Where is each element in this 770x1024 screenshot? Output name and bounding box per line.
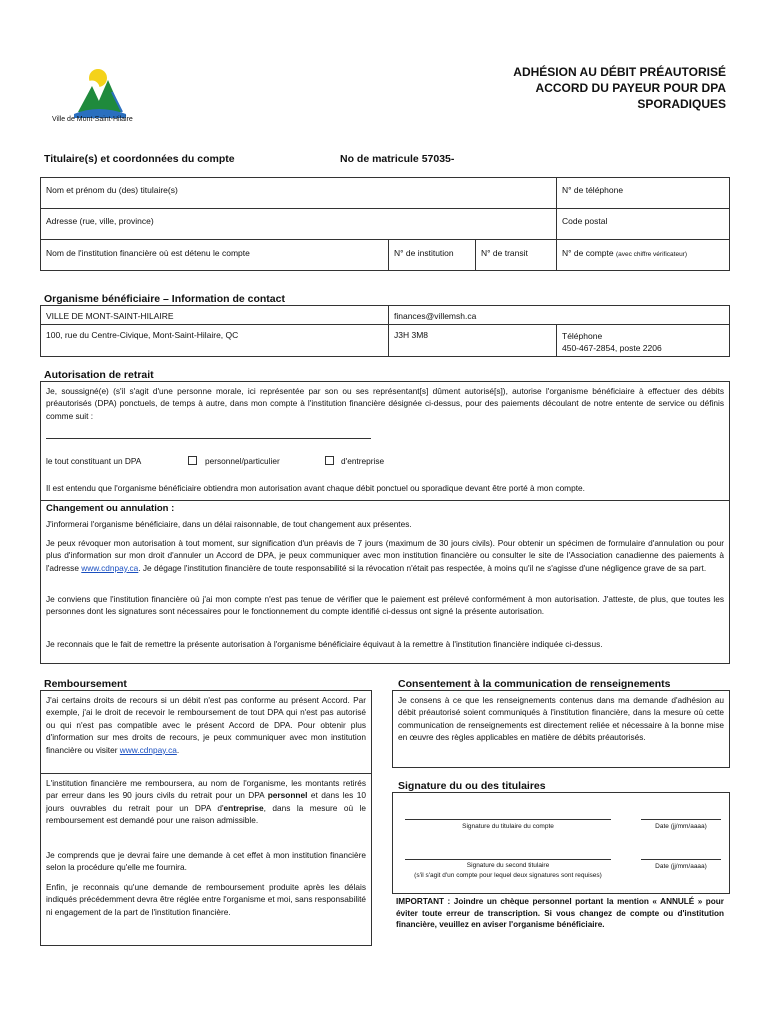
postal-code-field[interactable]: Code postal [562, 216, 608, 226]
authorization-heading: Autorisation de retrait [44, 369, 154, 381]
cdnpay-link[interactable]: www.cdnpay.ca [81, 562, 139, 573]
refund-heading: Remboursement [44, 678, 127, 690]
institution-name-field[interactable]: Nom de l'institution financière où est détenu le compte [46, 248, 250, 258]
change-heading: Changement ou annulation : [46, 503, 175, 514]
form-title: ADHÉSION AU DÉBIT PRÉAUTORISÉ ACCORD DU PAYEUR POUR DPA SPORADIQUES [513, 65, 726, 111]
matricule-number: No de matricule 57035- [340, 153, 455, 165]
signature-line-2[interactable] [405, 859, 611, 860]
transit-number-field[interactable]: N° de transit [481, 248, 528, 258]
account-number-field[interactable]: N° de compte (avec chiffre vérificateur) [562, 248, 688, 258]
beneficiary-address: 100, rue du Centre-Civique, Mont-Saint-Hilaire, QC [46, 330, 239, 340]
refund-late-text: Enfin, je reconnais qu'une demande de remboursement produite après les délais indiqués précédemment devra être réglée entre l'organisme et moi, sans responsabilité ni engagement de la part de l'institution financière. [46, 882, 366, 917]
consent-box [392, 690, 730, 768]
authorization-notice: Il est entendu que l'organisme bénéficiaire obtiendra mon autorisation avant chaque débit ponctuel ou sporadique devant être porté à mon compte. [46, 483, 585, 493]
date-label-1: Date (jj/mm/aaaa) [655, 823, 707, 830]
personal-option-label: personnel/particulier [205, 456, 280, 466]
business-checkbox[interactable] [325, 456, 334, 465]
dpa-total-label: le tout constituant un DPA [46, 456, 142, 466]
beneficiary-email: finances@villemsh.ca [394, 311, 477, 321]
refund-terms-text: L'institution financière me remboursera, au nom de l'organisme, les montants retirés par erreur dans les 90 jours civils du retrait pour un DPA personnel et dans les 10 jours ouvrables du retrait pour un DPA d'entreprise, dans la mesure où le remboursement est demandé pour une raison admissible. [46, 778, 366, 826]
signature-label-1: Signature du titulaire du compte [462, 823, 554, 830]
refund-box [40, 690, 372, 946]
refund-rights-text: J'ai certains droits de recours si un débit n'est pas conforme au présent Accord. Par exemple, j'ai le droit de recevoir le remboursement de tout DPA qui n'est pas autorisé ou qui n'est pas compatible avec le présent Accord de DPA. Pour obtenir plus d'information sur mes droits de recours, je peux communiquer avec mon institution financière ou visiter www.cdnpay.ca. [46, 695, 366, 755]
personal-checkbox[interactable] [188, 456, 197, 465]
signature-box [392, 792, 730, 894]
phone-field[interactable]: N° de téléphone [562, 185, 624, 195]
date-line-1[interactable] [641, 819, 721, 820]
consent-text: Je consens à ce que les renseignements contenus dans ma demande d'adhésion au débit préautorisé soient communiqués à l'institution financière, dans la mesure où cette communication de renseignements est directement reliée et nécessaire à la bonne mise en œuvre des règles applicables en matière de débits préautorisés. [398, 695, 724, 743]
address-field[interactable]: Adresse (rue, ville, province) [46, 216, 154, 226]
beneficiary-heading: Organisme bénéficiaire – Information de contact [44, 293, 285, 305]
authorization-text: Je, soussigné(e) (s'il s'agit d'une personne morale, ici représentée par son ou ses représentant[s] dûment autorisé[s]), autorise l'organisme bénéficiaire à effectuer des débits préautorisés (DPA) ponctuels, de temps à autre, dans mon compte à l'institution financière désignée ci-dessus, pour des paiements découlant de notre entente de service ou définis comme suit : [46, 386, 724, 421]
authorization-box [40, 381, 730, 664]
holders-heading: Titulaire(s) et coordonnées du compte [44, 153, 235, 165]
important-notice: IMPORTANT : Joindre un chèque personnel portant la mention « ANNULÉ » pour éviter toute erreur de transcription. Si vous changez de compte ou d'institution financière, veuillez en aviser l'organisme bénéficiaire. [396, 897, 724, 929]
consent-heading: Consentement à la communication de renseignements [398, 678, 671, 690]
signature-line-1[interactable] [405, 819, 611, 820]
holders-table [40, 177, 730, 271]
beneficiary-postal: J3H 3M8 [394, 330, 429, 340]
date-line-2[interactable] [641, 859, 721, 860]
refund-procedure-text: Je comprends que je devrai faire une demande à cet effet à mon institution financière selon la procédure qu'elle me fournira. [46, 850, 366, 873]
beneficiary-name: VILLE DE MONT-SAINT-HILAIRE [46, 311, 174, 321]
holder-name-field[interactable]: Nom et prénom du (des) titulaire(s) [46, 185, 178, 195]
business-option-label: d'entreprise [341, 456, 385, 466]
beneficiary-phone: Téléphone 450-467-2854, poste 2206 [562, 331, 662, 353]
beneficiary-table [40, 305, 730, 357]
signature-heading: Signature du ou des titulaires [398, 780, 546, 792]
verification-text: Je conviens que l'institution financière où j'ai mon compte n'est pas tenue de vérifier que le paiement est prélevé conformément à mon autorisation. J'atteste, de plus, que toutes les personnes dont les signatures sont nécessaires pour le fonctionnement du compte identifié ci-dessus ont signé la présente autorisation. [46, 594, 724, 617]
payment-definition-line[interactable] [46, 438, 371, 439]
delivery-text: Je reconnais que le fait de remettre la présente autorisation à l'organisme bénéficiaire équivaut à la remettre à l'institution financière indiquée ci-dessus. [46, 639, 603, 649]
signature-label-2: Signature du second titulaire (s'il s'agit d'un compte pour lequel deux signatures sont requises) [414, 862, 602, 879]
change-text: J'informerai l'organisme bénéficiaire, dans un délai raisonnable, de tout changement aux présentes. [46, 519, 412, 529]
city-logo-caption: Ville de Mont-Saint-Hilaire [52, 116, 133, 123]
refund-cdnpay-link[interactable]: www.cdnpay.ca [119, 744, 177, 755]
revocation-text: Je peux révoquer mon autorisation à tout moment, sur signification d'un préavis de 7 jours (maximum de 30 jours civils). Pour obtenir un spécimen de formulaire d'annulation ou pour plus d'information sur mon droit d'annuler un Accord de DPA, je peux communiquer avec mon institution financière ou consulter le site de l'Association canadienne des paiements à l'adresse www.cdnpay.ca. Je dégage l'institution financière de toute responsabilité si la révocation n'était pas respectée, à moins qu'il ne s'agisse d'une négligence grave de sa part. [46, 538, 724, 573]
institution-number-field[interactable]: N° de institution [394, 248, 454, 258]
date-label-2: Date (jj/mm/aaaa) [655, 863, 707, 870]
